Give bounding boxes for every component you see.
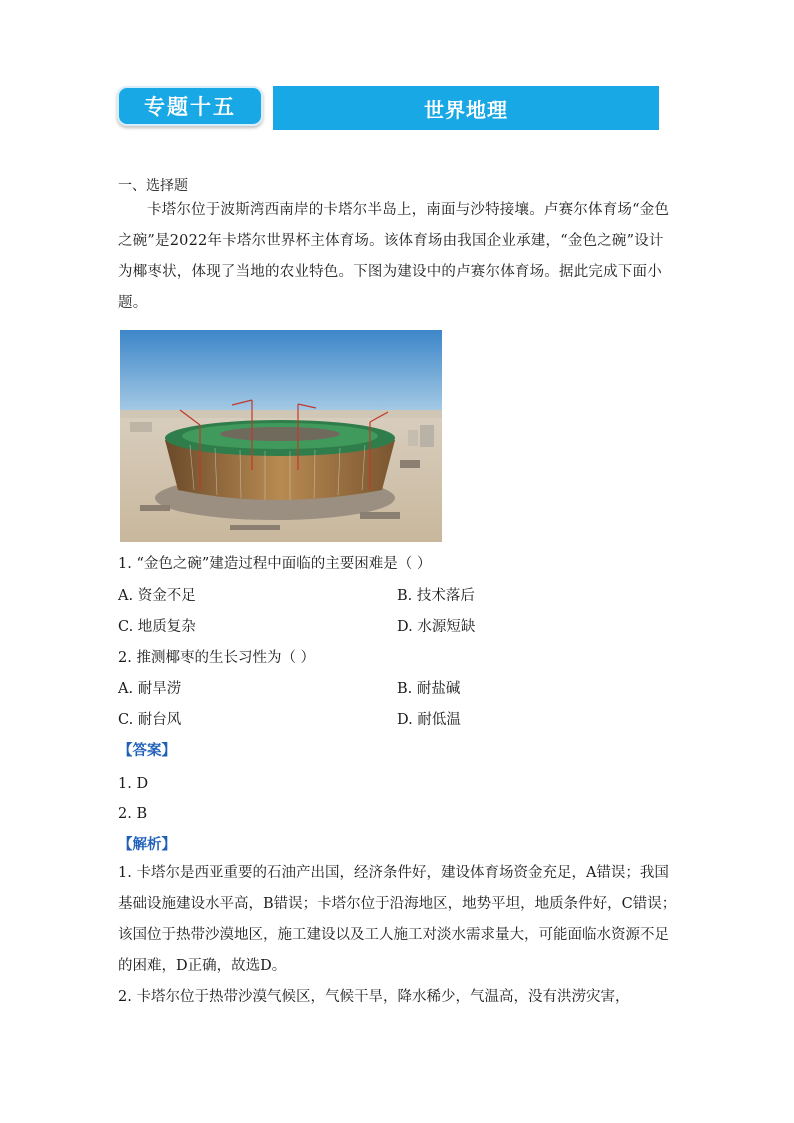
answer-2: 2. B: [118, 806, 148, 822]
analysis-1: 1. 卡塔尔是西亚重要的石油产出国，经济条件好，建设体育场资金充足，A错误；我国基础设施建设水平高，B错误；卡塔尔位于沿海地区，地势平坦，地质条件好，C错误；该国位于热带沙漠地区，施工建设以及工人施工对淡水需求量大，可能面临水资源不足的困难，D正确，故选D。: [118, 865, 677, 974]
question-2-option-a: A. 耐旱涝: [118, 681, 182, 697]
question-1-option-b: B. 技术落后: [397, 588, 475, 604]
question-2-option-b: B. 耐盐碱: [397, 681, 461, 697]
question-2-option-c: C. 耐台风: [118, 712, 182, 728]
stadium-construction-photo: [120, 330, 442, 542]
analysis-label: 【解析】: [118, 837, 176, 853]
question-2-option-d: D. 耐低温: [397, 712, 461, 728]
analysis-2: 2. 卡塔尔位于热带沙漠气候区，气候干旱，降水稀少，气温高，没有洪涝灾害，: [118, 989, 630, 1005]
page-header: [117, 86, 659, 130]
answer-label: 【答案】: [118, 743, 176, 759]
question-2-stem: 2. 推测椰枣的生长习性为（ ）: [118, 650, 316, 666]
topic-tag: 专题十五: [117, 86, 263, 126]
section-title: 一、选择题: [118, 178, 188, 194]
question-1-option-d: D. 水源短缺: [397, 619, 476, 635]
passage: 卡塔尔位于波斯湾西南岸的卡塔尔半岛上，南面与沙特接壤。卢赛尔体育场“金色之碗”是2022年卡塔尔世界杯主体育场。该体育场由我国企业承建，“金色之碗”设计为椰枣状，体现了当地的农业特色。下图为建设中的卢赛尔体育场。据此完成下面小题。: [118, 202, 670, 311]
topic-title-banner: 世界地理: [273, 86, 659, 130]
question-1-option-c: C. 地质复杂: [118, 619, 196, 635]
question-1-stem: 1. “金色之碗”建造过程中面临的主要困难是（ ）: [118, 556, 432, 572]
question-1-option-a: A. 资金不足: [118, 588, 196, 604]
answer-1: 1. D: [118, 776, 149, 792]
